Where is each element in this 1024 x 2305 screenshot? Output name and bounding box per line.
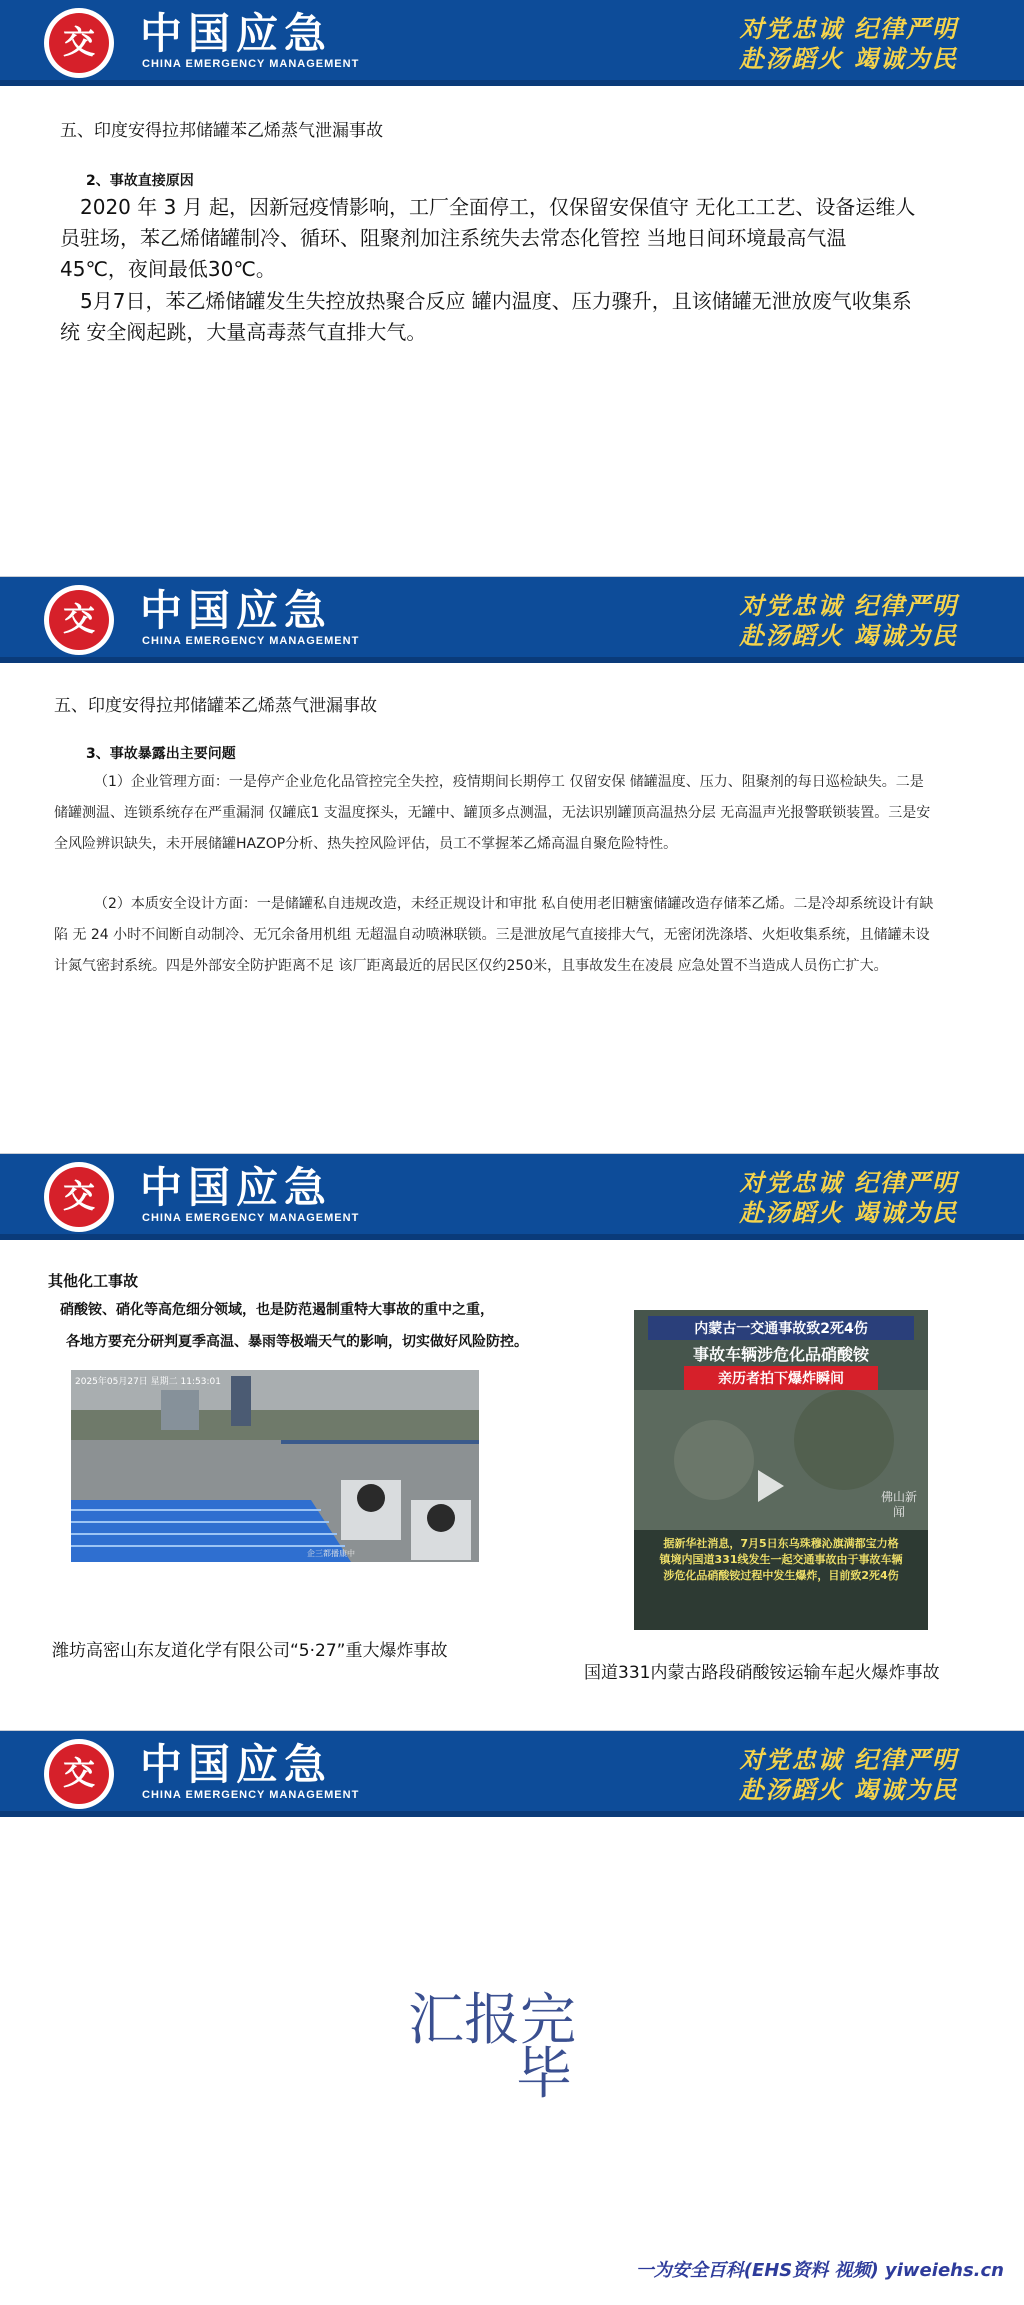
emergency-emblem-icon: 交 bbox=[44, 8, 114, 78]
caption-weifang-explosion: 潍坊高密山东友道化学有限公司“5·27”重大爆炸事故 bbox=[52, 1641, 448, 1661]
slogan: 对党忠诚 纪律严明 赴汤蹈火 竭诚为民 bbox=[739, 1168, 958, 1227]
source-badge: 佛山新闻 bbox=[880, 1490, 917, 1519]
section-subtitle: 2、事故直接原因 bbox=[86, 173, 194, 189]
play-icon[interactable] bbox=[758, 1470, 784, 1502]
cctv-timestamp: 2025年05月27日 星期二 11:53:01 bbox=[75, 1377, 221, 1387]
explosion-cctv-photo bbox=[71, 1370, 479, 1562]
slide-2 bbox=[0, 577, 1024, 1153]
intro-line-1: 硝酸铵、硝化等高危细分领域，也是防范遏制重特大事故的重中之重， bbox=[60, 1302, 494, 1318]
slogan: 对党忠诚 纪律严明 赴汤蹈火 竭诚为民 bbox=[739, 1745, 958, 1804]
news-video-thumbnail[interactable] bbox=[634, 1310, 928, 1630]
paragraph-management: （1）企业管理方面：一是停产企业危化品管控完全失控，疫情期间长期停工 仅留安保 储罐温度、压力、阻聚剂的每日巡检缺失。二是储罐测温、连锁系统存在严重漏洞 仅罐底1 支温度探头，无罐中、罐顶多点测温，无法识别罐顶高温热分层 无高温声光报警联锁装置。三是安全风险辨识缺失，未开展储罐HAZOP分析、热失控风险评估，员工不掌握苯乙烯高温自聚危险特性。 bbox=[54, 774, 931, 852]
brand-subtitle: CHINA EMERGENCY MANAGEMENT bbox=[142, 58, 360, 70]
brand-title: 中国应急 bbox=[140, 1163, 333, 1212]
brand-title: 中国应急 bbox=[140, 1740, 333, 1789]
emergency-emblem-icon: 交 bbox=[44, 585, 114, 655]
video-headline-2: 事故车辆涉危化品硝酸铵 bbox=[692, 1345, 869, 1364]
slide-title: 其他化工事故 bbox=[48, 1272, 139, 1290]
header-banner bbox=[0, 577, 1024, 663]
paragraph-cause-1: 2020 年 3 月 起，因新冠疫情影响，工厂全面停工，仅保留安保值守 无化工工艺、设备运维人员驻场，苯乙烯储罐制冷、循环、阻聚剂加注系统失去常态化管控 当地日间环境最高气温 45℃，夜间最低30℃。 bbox=[60, 195, 916, 281]
header-banner bbox=[0, 0, 1024, 86]
closing-text-line-1: 汇报完 bbox=[408, 1988, 576, 2053]
video-body-text: 据新华社消息，7月5日东乌珠穆沁旗满都宝力格镇境内国道331线发生一起交通事故由于事故车辆涉危化品硝酸铵过程中发生爆炸，目前致2死4伤 bbox=[659, 1537, 903, 1582]
paragraph-cause-2: 5月7日，苯乙烯储罐发生失控放热聚合反应 罐内温度、压力骤升，且该储罐无泄放废气收集系统 安全阀起跳，大量高毒蒸气直排大气。 bbox=[60, 289, 912, 344]
brand-title: 中国应急 bbox=[140, 586, 333, 635]
slide-title: 五、印度安得拉邦储罐苯乙烯蒸气泄漏事故 bbox=[54, 696, 377, 716]
header-banner bbox=[0, 1154, 1024, 1240]
emergency-emblem-icon: 交 bbox=[44, 1162, 114, 1232]
brand-subtitle: CHINA EMERGENCY MANAGEMENT bbox=[142, 635, 360, 647]
section-subtitle: 3、事故暴露出主要问题 bbox=[86, 746, 236, 762]
intro-line-2: 各地方要充分研判夏季高温、暴雨等极端天气的影响，切实做好风险防控。 bbox=[66, 1334, 528, 1350]
brand-subtitle: CHINA EMERGENCY MANAGEMENT bbox=[142, 1212, 360, 1224]
slide-3 bbox=[0, 1154, 1024, 1730]
header-banner bbox=[0, 1731, 1024, 1817]
slide-title: 五、印度安得拉邦储罐苯乙烯蒸气泄漏事故 bbox=[60, 121, 383, 141]
caption-inner-mongolia-explosion: 国道331内蒙古路段硝酸铵运输车起火爆炸事故 bbox=[584, 1663, 940, 1683]
slide-4 bbox=[0, 1731, 1024, 2305]
photo-watermark: 企三都播康中 bbox=[307, 1549, 355, 1558]
footer-watermark[interactable]: 一为安全百科(EHS资料 视频) yiweiehs.cn bbox=[635, 2260, 1004, 2281]
slide-1 bbox=[0, 0, 1024, 576]
video-headline-1: 内蒙古一交通事故致2死4伤 bbox=[648, 1316, 914, 1340]
closing-text-line-2: 毕 bbox=[516, 2042, 572, 2107]
brand-title: 中国应急 bbox=[140, 9, 333, 58]
brand-subtitle: CHINA EMERGENCY MANAGEMENT bbox=[142, 1789, 360, 1801]
paragraph-design: （2）本质安全设计方面：一是储罐私自违规改造，未经正规设计和审批 私自使用老旧糖蜜储罐改造存储苯乙烯。二是冷却系统设计有缺陷 无 24 小时不间断自动制冷、无冗余备用机组 无超温自动喷淋联锁。三是泄放尾气直接排大气，无密闭洗涤塔、火炬收集系统，且储罐未设计氮气密封系统。四是外部安全防护距离不足 该厂距离最近的居民区仅约250米，且事故发生在凌晨 应急处置不当造成人员伤亡扩大。 bbox=[54, 896, 934, 974]
emergency-emblem-icon: 交 bbox=[44, 1739, 114, 1809]
slogan: 对党忠诚 纪律严明 赴汤蹈火 竭诚为民 bbox=[739, 14, 958, 73]
video-headline-3: 亲历者拍下爆炸瞬间 bbox=[684, 1366, 878, 1390]
slogan: 对党忠诚 纪律严明 赴汤蹈火 竭诚为民 bbox=[739, 591, 958, 650]
